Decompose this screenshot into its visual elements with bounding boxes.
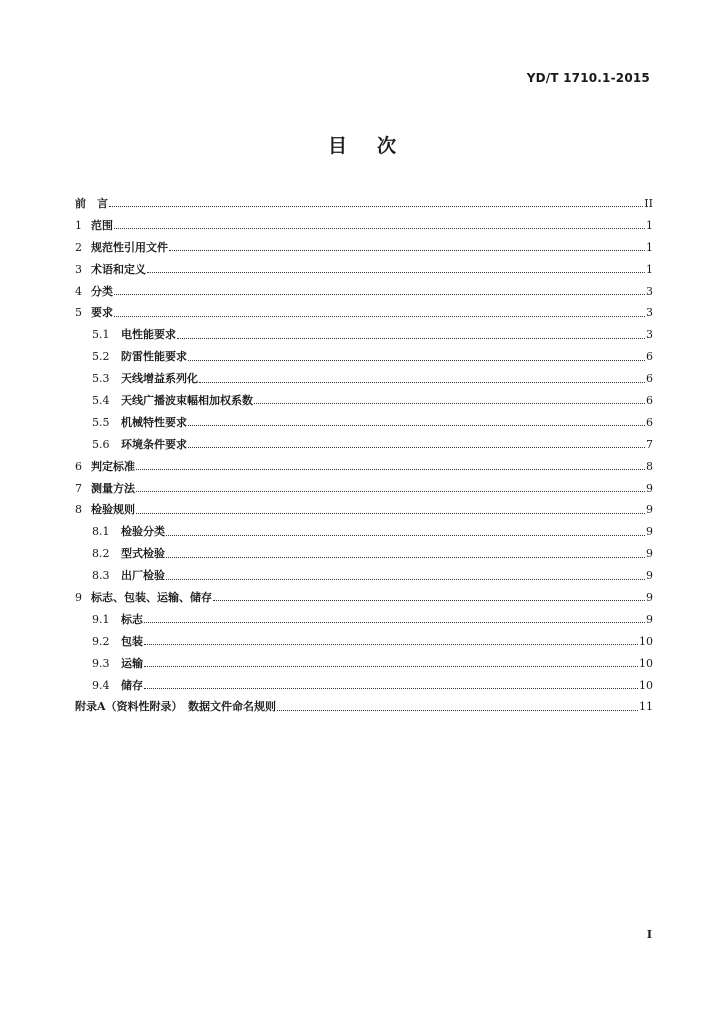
toc-entry-label: 防雷性能要求: [121, 350, 187, 364]
toc-entry-page: 9: [646, 547, 653, 561]
toc-entry[interactable]: [75, 587, 653, 609]
dot-leader: [166, 535, 645, 536]
dot-leader: [177, 338, 645, 339]
toc-entry-label: 规范性引用文件: [91, 240, 168, 254]
dot-leader: [166, 557, 645, 558]
toc-entry-page: 6: [646, 415, 653, 429]
toc-entry-number: 5.2: [92, 350, 110, 364]
toc-entry-number: 8: [75, 503, 82, 517]
toc-entry-page: 3: [646, 306, 653, 320]
dot-leader: [144, 644, 638, 645]
toc-entry-number: 9.3: [92, 656, 110, 670]
toc-entry[interactable]: [75, 259, 653, 281]
toc-entry-number: 7: [75, 481, 82, 495]
toc-entry-page: 10: [639, 634, 653, 648]
dot-leader: [144, 622, 645, 623]
toc-entry-label: 附录A（资料性附录） 数据文件命名规则: [75, 700, 277, 714]
toc-entry[interactable]: [75, 499, 653, 521]
toc-entry-label: 型式检验: [121, 547, 165, 561]
toc-entry[interactable]: [75, 478, 653, 500]
toc-entry-label: 检验规则: [91, 503, 135, 517]
toc-entry-number: 5.3: [92, 372, 110, 386]
toc-entry-page: 3: [646, 284, 653, 298]
toc-entry-page: 9: [646, 569, 653, 583]
toc-entry-label: 天线广播波束幅相加权系数: [121, 394, 253, 408]
toc-entry[interactable]: [75, 653, 653, 675]
toc-entry[interactable]: [75, 609, 653, 631]
page-number: I: [646, 928, 652, 941]
toc-entry-page: 8: [646, 459, 653, 473]
toc-entry-number: 5.1: [92, 328, 110, 342]
toc-entry-label: 包装: [121, 634, 143, 648]
toc-entry-number: 9.1: [92, 612, 110, 626]
toc-entry[interactable]: [75, 302, 653, 324]
toc-entry-label: 判定标准: [91, 459, 135, 473]
document-code: YD/T 1710.1-2015: [526, 71, 650, 85]
toc-entry-number: 4: [75, 284, 82, 298]
toc-entry[interactable]: [75, 434, 653, 456]
toc-entry-number: 5.6: [92, 437, 110, 451]
toc-entry[interactable]: [75, 368, 653, 390]
toc-entry-number: 8.3: [92, 569, 110, 583]
toc-entry-number: 9.4: [92, 678, 110, 692]
dot-leader: [114, 294, 645, 295]
toc-entry-label: 环境条件要求: [121, 437, 187, 451]
toc-entry-page: 6: [646, 372, 653, 386]
toc-entry-page: 3: [646, 328, 653, 342]
toc-entry-label: 电性能要求: [121, 328, 176, 342]
dot-leader: [188, 425, 645, 426]
toc-entry-number: 5.4: [92, 394, 110, 408]
dot-leader: [136, 469, 645, 470]
dot-leader: [147, 272, 645, 273]
toc-entry[interactable]: [75, 324, 653, 346]
toc-entry-number: 3: [75, 262, 82, 276]
toc-entry-label: 储存: [121, 678, 143, 692]
toc-entry-page: II: [644, 197, 653, 210]
toc-entry-number: 9.2: [92, 634, 110, 648]
dot-leader: [277, 710, 638, 711]
toc-entry-label: 要求: [91, 306, 113, 320]
toc-entry-page: 9: [646, 481, 653, 495]
toc-entry-page: 10: [639, 656, 653, 670]
toc-entry-label: 天线增益系列化: [121, 372, 198, 386]
toc-entry-label: 测量方法: [91, 481, 135, 495]
toc-entry[interactable]: [75, 696, 653, 718]
dot-leader: [166, 579, 645, 580]
dot-leader: [188, 447, 645, 448]
toc-entry[interactable]: [75, 675, 653, 697]
toc-entry-number: 8.1: [92, 525, 110, 539]
toc-entry-page: 9: [646, 503, 653, 517]
toc-entry[interactable]: [75, 456, 653, 478]
toc-entry-page: 9: [646, 591, 653, 605]
toc-entry[interactable]: [75, 237, 653, 259]
toc-entry-page: 1: [646, 218, 653, 232]
toc-entry[interactable]: [75, 543, 653, 565]
toc-entry-page: 9: [646, 612, 653, 626]
dot-leader: [254, 403, 645, 404]
toc-entry-label: 前 言: [75, 197, 108, 210]
toc-entry-number: 5.5: [92, 415, 110, 429]
toc-entry[interactable]: [75, 631, 653, 653]
toc-entry-label: 标志: [121, 612, 143, 626]
toc-entry[interactable]: [75, 521, 653, 543]
table-of-contents: [75, 193, 653, 718]
dot-leader: [114, 228, 645, 229]
toc-entry-number: 8.2: [92, 547, 110, 561]
dot-leader: [199, 382, 645, 383]
toc-entry-label: 范围: [91, 218, 113, 232]
toc-entry-label: 运输: [121, 656, 143, 670]
toc-entry-number: 9: [75, 591, 82, 605]
toc-entry[interactable]: [75, 193, 653, 215]
dot-leader: [136, 513, 645, 514]
toc-entry-label: 分类: [91, 284, 113, 298]
toc-entry-label: 术语和定义: [91, 262, 146, 276]
toc-entry-page: 1: [646, 262, 653, 276]
toc-entry[interactable]: [75, 390, 653, 412]
toc-entry-label: 检验分类: [121, 525, 165, 539]
dot-leader: [109, 206, 643, 207]
toc-entry-page: 11: [639, 700, 653, 714]
dot-leader: [169, 250, 645, 251]
toc-entry-page: 6: [646, 394, 653, 408]
dot-leader: [114, 316, 645, 317]
toc-entry-page: 1: [646, 240, 653, 254]
dot-leader: [188, 360, 645, 361]
toc-entry-number: 1: [75, 218, 82, 232]
toc-entry-page: 6: [646, 350, 653, 364]
toc-entry-page: 9: [646, 525, 653, 539]
dot-leader: [136, 491, 645, 492]
toc-entry-page: 7: [646, 437, 653, 451]
dot-leader: [144, 688, 638, 689]
dot-leader: [144, 666, 638, 667]
toc-entry-page: 10: [639, 678, 653, 692]
toc-entry-label: 出厂检验: [121, 569, 165, 583]
toc-entry[interactable]: [75, 412, 653, 434]
toc-entry-number: 2: [75, 240, 82, 254]
toc-entry-number: 5: [75, 306, 82, 320]
toc-entry[interactable]: [75, 346, 653, 368]
toc-entry[interactable]: [75, 215, 653, 237]
toc-entry-number: 6: [75, 459, 82, 473]
page-title: 目次: [327, 135, 426, 157]
toc-entry[interactable]: [75, 565, 653, 587]
toc-entry-label: 标志、包装、运输、储存: [91, 591, 212, 605]
toc-entry[interactable]: [75, 281, 653, 303]
dot-leader: [213, 600, 645, 601]
toc-entry-label: 机械特性要求: [121, 415, 187, 429]
